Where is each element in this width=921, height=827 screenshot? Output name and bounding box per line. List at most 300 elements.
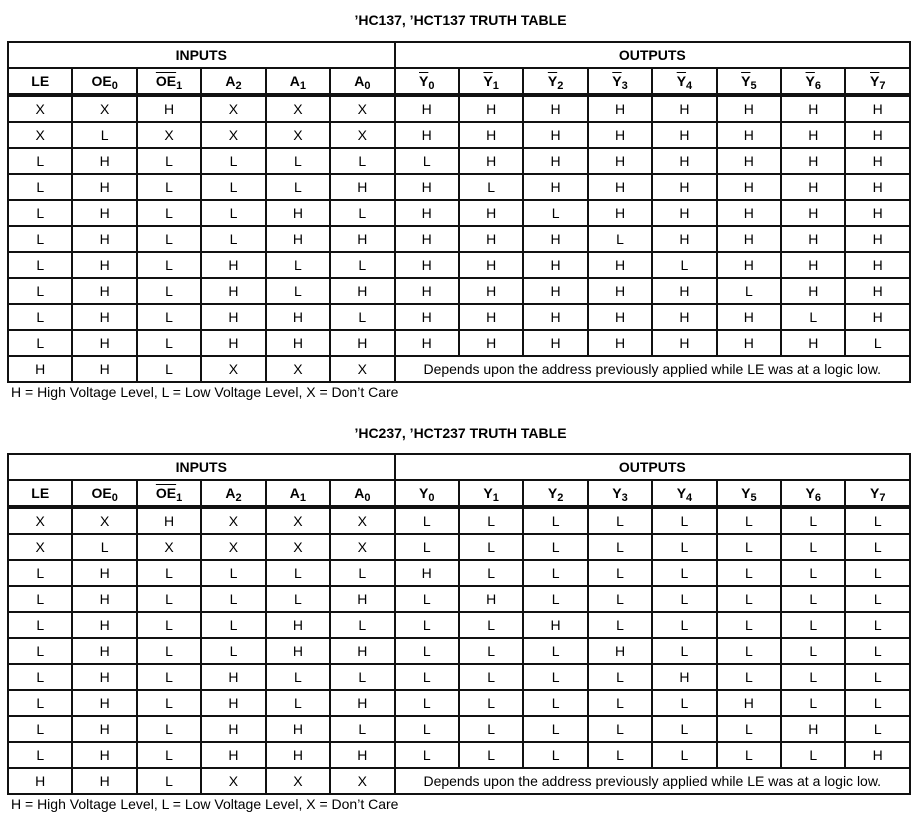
- table-cell: H: [588, 330, 652, 356]
- table-cell: H: [523, 148, 587, 174]
- table-cell: H: [459, 226, 523, 252]
- table-cell: L: [137, 612, 201, 638]
- table-cell: L: [137, 226, 201, 252]
- column-header-name: Y: [483, 485, 493, 501]
- table-cell: L: [781, 612, 845, 638]
- table-cell: L: [137, 174, 201, 200]
- table-row: [8, 174, 910, 200]
- column-header-subscript: 1: [492, 80, 499, 92]
- table-cell: L: [781, 664, 845, 690]
- table-cell: H: [588, 200, 652, 226]
- table-cell: L: [717, 664, 781, 690]
- table-cell: L: [330, 200, 394, 226]
- table-cell: X: [201, 356, 265, 382]
- column-header-subscript: 1: [176, 80, 183, 92]
- table-cell: L: [523, 664, 587, 690]
- table-cell: H: [652, 664, 716, 690]
- column-header-subscript: 1: [492, 492, 499, 504]
- table-cell: L: [395, 638, 459, 664]
- table-cell: L: [845, 534, 910, 560]
- table-cell: H: [395, 330, 459, 356]
- table-cell: H: [266, 638, 330, 664]
- table-cell: L: [8, 742, 72, 768]
- table-cell: H: [72, 278, 136, 304]
- table-cell: H: [717, 690, 781, 716]
- table-row: [8, 534, 910, 560]
- table-cell: X: [201, 534, 265, 560]
- table-cell: L: [8, 252, 72, 278]
- table-cell: L: [459, 612, 523, 638]
- table-cell: H: [72, 330, 136, 356]
- table-cell: H: [72, 304, 136, 330]
- column-header: [137, 68, 201, 95]
- table-cell: L: [137, 304, 201, 330]
- table-cell: H: [588, 95, 652, 122]
- table-cell: L: [8, 278, 72, 304]
- table-cell: H: [717, 330, 781, 356]
- column-header-name: A: [354, 73, 365, 89]
- table-row: [8, 690, 910, 716]
- table-cell: L: [201, 586, 265, 612]
- table-cell: L: [137, 586, 201, 612]
- table-cell: H: [588, 252, 652, 278]
- table-cell: H: [459, 95, 523, 122]
- table-cell: H: [845, 252, 910, 278]
- table-cell: H: [523, 226, 587, 252]
- table-cell: H: [652, 122, 716, 148]
- table-cell: H: [137, 507, 201, 534]
- table-cell: H: [459, 330, 523, 356]
- table-cell: X: [266, 768, 330, 794]
- table-cell: H: [330, 638, 394, 664]
- column-header-subscript: 0: [111, 492, 118, 504]
- table-cell: L: [266, 252, 330, 278]
- column-header-name: A: [289, 73, 300, 89]
- column-header: [8, 68, 72, 95]
- table-cell: L: [330, 612, 394, 638]
- legend-note: H = High Voltage Level, L = Low Voltage Level, X = Don’t Care: [11, 796, 399, 812]
- table-cell: H: [845, 304, 910, 330]
- table-row: [8, 278, 910, 304]
- column-header-name: LE: [31, 73, 50, 89]
- table-cell: H: [459, 252, 523, 278]
- table-cell: L: [8, 612, 72, 638]
- column-header: [523, 480, 587, 507]
- table-cell: H: [845, 278, 910, 304]
- column-header-subscript: 7: [879, 492, 886, 504]
- table-cell: X: [330, 95, 394, 122]
- table-cell: L: [845, 612, 910, 638]
- column-header-name: Y: [547, 485, 558, 501]
- table-cell: L: [523, 200, 587, 226]
- table-cell: L: [72, 122, 136, 148]
- table-cell: H: [395, 304, 459, 330]
- table-cell: H: [395, 252, 459, 278]
- table-cell: L: [588, 560, 652, 586]
- table-cell: H: [72, 174, 136, 200]
- table-cell: H: [8, 356, 72, 382]
- table-cell: X: [266, 507, 330, 534]
- table-cell: X: [330, 534, 394, 560]
- table-cell: H: [266, 612, 330, 638]
- column-header-name: A: [289, 485, 300, 501]
- table-cell: H: [72, 252, 136, 278]
- table-cell: H: [652, 278, 716, 304]
- column-header-name: $\overline{Y}$: [483, 73, 493, 89]
- column-header-name: OE: [91, 73, 112, 89]
- column-header-name: Y: [612, 485, 622, 501]
- table-cell: L: [845, 638, 910, 664]
- table-row: [8, 716, 910, 742]
- table-cell: L: [523, 560, 587, 586]
- table-cell: L: [781, 690, 845, 716]
- table-cell: L: [330, 148, 394, 174]
- table-cell: H: [717, 95, 781, 122]
- table-cell: H: [588, 278, 652, 304]
- table-cell: L: [845, 560, 910, 586]
- table-cell: L: [781, 534, 845, 560]
- group-header-outputs: OUTPUTS: [395, 42, 910, 68]
- table-cell: L: [588, 742, 652, 768]
- table-cell: X: [201, 507, 265, 534]
- table-cell: L: [588, 534, 652, 560]
- table-cell: H: [201, 664, 265, 690]
- table-cell: L: [588, 507, 652, 534]
- column-header: [523, 68, 587, 95]
- column-header-name: $\overline{OE}$: [155, 73, 177, 89]
- table-cell: H: [201, 742, 265, 768]
- table-row: [8, 560, 910, 586]
- column-header-name: Y: [741, 485, 751, 501]
- table-cell: L: [395, 664, 459, 690]
- column-header: [137, 480, 201, 507]
- table-cell: H: [459, 200, 523, 226]
- column-header-subscript: 1: [299, 80, 307, 92]
- table-cell: L: [330, 716, 394, 742]
- table-cell: H: [459, 278, 523, 304]
- table-cell: L: [266, 560, 330, 586]
- column-header-subscript: 1: [176, 492, 183, 504]
- table-cell: L: [8, 304, 72, 330]
- table-cell: L: [781, 638, 845, 664]
- table-cell: L: [845, 586, 910, 612]
- column-header-subscript: 7: [879, 80, 886, 92]
- table-cell: H: [845, 742, 910, 768]
- table-cell: L: [781, 586, 845, 612]
- table-cell: L: [201, 638, 265, 664]
- column-header-name: OE: [91, 485, 112, 501]
- column-header-row: [8, 68, 910, 95]
- column-header: [395, 68, 459, 95]
- table-cell: H: [588, 174, 652, 200]
- table-cell: H: [717, 304, 781, 330]
- table-cell: H: [266, 330, 330, 356]
- table-cell: L: [201, 560, 265, 586]
- table-row: [8, 122, 910, 148]
- table-cell: H: [781, 226, 845, 252]
- table-cell: L: [523, 690, 587, 716]
- table-cell: X: [137, 122, 201, 148]
- table-cell: H: [652, 95, 716, 122]
- column-header-subscript: 0: [364, 492, 371, 504]
- table-cell: H: [330, 690, 394, 716]
- column-header-name: Y: [805, 485, 815, 501]
- table-cell: X: [72, 507, 136, 534]
- table-cell: H: [717, 122, 781, 148]
- column-header: [395, 480, 459, 507]
- table-cell: H: [72, 638, 136, 664]
- table-cell: H: [845, 200, 910, 226]
- table-cell: L: [459, 174, 523, 200]
- column-header-subscript: 0: [428, 80, 435, 92]
- table-cell: L: [330, 664, 394, 690]
- table-cell: L: [588, 664, 652, 690]
- table-cell: L: [459, 742, 523, 768]
- table-cell: L: [717, 534, 781, 560]
- table-cell: L: [266, 148, 330, 174]
- table-cell: H: [201, 690, 265, 716]
- table-cell: L: [652, 252, 716, 278]
- table-cell: H: [330, 226, 394, 252]
- table-cell: H: [845, 226, 910, 252]
- column-header-row: [8, 480, 910, 507]
- column-header: [459, 480, 523, 507]
- table-row: [8, 638, 910, 664]
- table-cell: H: [523, 304, 587, 330]
- table-row: [8, 612, 910, 638]
- table-cell: L: [459, 716, 523, 742]
- column-header-name: A: [225, 485, 236, 501]
- table-cell: L: [201, 174, 265, 200]
- table-cell: X: [8, 534, 72, 560]
- table-cell: H: [201, 330, 265, 356]
- table-cell: L: [137, 690, 201, 716]
- column-header: [652, 480, 716, 507]
- table-cell: X: [201, 122, 265, 148]
- table-cell: H: [72, 768, 136, 794]
- table-cell: H: [201, 278, 265, 304]
- table-cell: L: [330, 560, 394, 586]
- column-header: [717, 480, 781, 507]
- group-header-inputs: INPUTS: [8, 454, 395, 480]
- table-cell: L: [8, 148, 72, 174]
- table-cell: X: [266, 356, 330, 382]
- table-cell: H: [330, 742, 394, 768]
- table-cell: H: [459, 122, 523, 148]
- table-cell: L: [588, 586, 652, 612]
- table-cell: L: [652, 507, 716, 534]
- table-cell: L: [459, 560, 523, 586]
- table-cell: H: [781, 95, 845, 122]
- table-cell: H: [781, 716, 845, 742]
- table-cell: L: [717, 507, 781, 534]
- column-header-name: LE: [31, 485, 50, 501]
- table-cell: L: [266, 690, 330, 716]
- table-cell: L: [137, 638, 201, 664]
- table-cell: H: [523, 278, 587, 304]
- column-header-name: $\overline{Y}$: [612, 73, 622, 89]
- table-cell: H: [72, 742, 136, 768]
- table-cell: L: [652, 716, 716, 742]
- table-cell: L: [330, 304, 394, 330]
- table-cell: H: [845, 122, 910, 148]
- table-cell: L: [395, 148, 459, 174]
- table-cell: X: [8, 95, 72, 122]
- table-cell: H: [459, 586, 523, 612]
- column-header: [72, 68, 136, 95]
- table-row: [8, 304, 910, 330]
- table-cell: L: [8, 200, 72, 226]
- table-cell: H: [330, 586, 394, 612]
- column-header-name: $\overline{OE}$: [155, 485, 177, 501]
- table-cell: L: [8, 586, 72, 612]
- table-cell: H: [781, 252, 845, 278]
- table-cell: H: [781, 174, 845, 200]
- column-header-subscript: 5: [750, 80, 757, 92]
- column-header-subscript: 4: [686, 492, 693, 504]
- column-header-subscript: 6: [814, 492, 821, 504]
- table-cell: L: [8, 638, 72, 664]
- table-cell: L: [781, 742, 845, 768]
- column-header-name: Y: [676, 485, 687, 501]
- column-header: [201, 68, 265, 95]
- column-header-subscript: 2: [235, 492, 242, 504]
- legend-note: H = High Voltage Level, L = Low Voltage Level, X = Don’t Care: [11, 384, 399, 400]
- group-header-row: [8, 42, 910, 68]
- table-cell: Depends upon the address previously applied while LE was at a logic low.: [395, 356, 910, 382]
- table-cell: H: [588, 148, 652, 174]
- table-cell: H: [201, 304, 265, 330]
- table-cell: L: [588, 612, 652, 638]
- table-cell: H: [8, 768, 72, 794]
- table-cell: L: [137, 330, 201, 356]
- column-header: [72, 480, 136, 507]
- column-header-name: $\overline{Y}$: [547, 73, 558, 89]
- table-cell: L: [717, 560, 781, 586]
- group-header-row: [8, 454, 910, 480]
- table-cell: L: [845, 507, 910, 534]
- table-cell: H: [523, 174, 587, 200]
- table-cell: H: [652, 330, 716, 356]
- table-cell: L: [845, 330, 910, 356]
- table-cell: H: [72, 612, 136, 638]
- column-header: [330, 68, 394, 95]
- table-cell: H: [330, 278, 394, 304]
- table-cell: H: [266, 716, 330, 742]
- table-cell: H: [717, 226, 781, 252]
- table-cell: X: [266, 534, 330, 560]
- table-cell: H: [717, 252, 781, 278]
- truth-table: [7, 453, 911, 795]
- table-cell: H: [781, 122, 845, 148]
- table-cell: L: [201, 226, 265, 252]
- table-cell: L: [395, 586, 459, 612]
- table-cell: L: [395, 716, 459, 742]
- table-cell: L: [8, 690, 72, 716]
- table-cell: L: [717, 612, 781, 638]
- table-cell: L: [459, 534, 523, 560]
- column-header-name: $\overline{Y}$: [805, 73, 815, 89]
- table-cell: H: [717, 174, 781, 200]
- table-cell: H: [395, 95, 459, 122]
- truth-table: [7, 41, 911, 383]
- table-cell: L: [266, 278, 330, 304]
- table-cell: L: [717, 716, 781, 742]
- column-header-name: A: [225, 73, 236, 89]
- table-cell: L: [201, 612, 265, 638]
- table-cell: L: [652, 534, 716, 560]
- table-cell: L: [8, 174, 72, 200]
- table-row: [8, 356, 910, 382]
- table-cell: H: [395, 226, 459, 252]
- table-cell: L: [8, 330, 72, 356]
- column-header: [330, 480, 394, 507]
- table-cell: L: [8, 226, 72, 252]
- column-header-subscript: 4: [686, 80, 693, 92]
- table-cell: L: [459, 638, 523, 664]
- table-cell: L: [523, 716, 587, 742]
- table-cell: H: [781, 148, 845, 174]
- table-cell: L: [717, 278, 781, 304]
- column-header: [588, 480, 652, 507]
- table-cell: L: [137, 716, 201, 742]
- table-cell: L: [137, 252, 201, 278]
- table-cell: X: [266, 122, 330, 148]
- table-cell: H: [523, 252, 587, 278]
- table-cell: L: [459, 664, 523, 690]
- table-cell: L: [395, 612, 459, 638]
- table-cell: H: [523, 122, 587, 148]
- table-cell: L: [652, 560, 716, 586]
- table-cell: H: [72, 716, 136, 742]
- table-row: [8, 768, 910, 794]
- column-header-name: Y: [419, 485, 429, 501]
- table-cell: H: [395, 174, 459, 200]
- table-cell: H: [72, 664, 136, 690]
- table-cell: X: [137, 534, 201, 560]
- table-cell: H: [137, 95, 201, 122]
- table-cell: H: [72, 356, 136, 382]
- table-cell: L: [8, 716, 72, 742]
- column-header-name: Y: [870, 485, 880, 501]
- column-header: [781, 480, 845, 507]
- column-header-name: A: [354, 485, 365, 501]
- table-cell: L: [523, 534, 587, 560]
- table-row: [8, 95, 910, 122]
- group-header-outputs: OUTPUTS: [395, 454, 910, 480]
- table-row: [8, 252, 910, 278]
- table-cell: L: [137, 664, 201, 690]
- column-header: [845, 480, 910, 507]
- table-cell: H: [72, 560, 136, 586]
- table-cell: H: [523, 330, 587, 356]
- column-header-subscript: 2: [557, 80, 564, 92]
- table-cell: H: [652, 148, 716, 174]
- table-cell: L: [137, 148, 201, 174]
- table-cell: L: [781, 507, 845, 534]
- table-cell: L: [717, 742, 781, 768]
- column-header-name: $\overline{Y}$: [419, 73, 429, 89]
- table-cell: H: [523, 95, 587, 122]
- table-cell: X: [330, 768, 394, 794]
- table-cell: H: [72, 148, 136, 174]
- table-cell: H: [588, 638, 652, 664]
- table-cell: L: [652, 742, 716, 768]
- table-cell: L: [266, 586, 330, 612]
- column-header: [266, 480, 330, 507]
- table-title: ’HC237, ’HCT237 TRUTH TABLE: [354, 425, 567, 441]
- column-header: [8, 480, 72, 507]
